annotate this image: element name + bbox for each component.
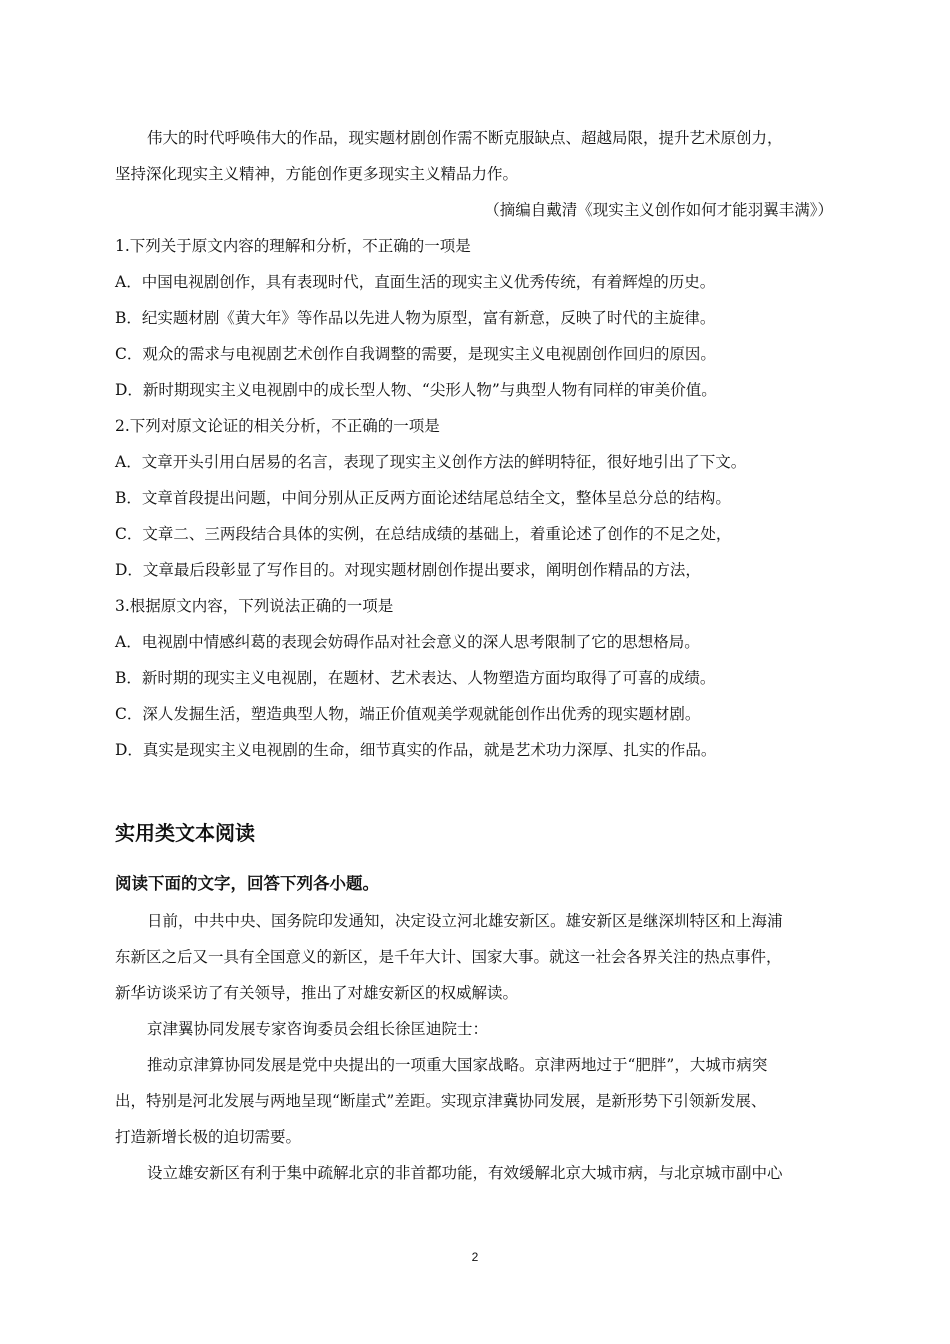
question-stem: 3.根据原文内容，下列说法正确的一项是	[115, 597, 394, 615]
option-d: D．文章最后段彰显了写作目的。对现实题材剧创作提出要求，阐明创作精品的方法，	[115, 561, 701, 579]
speaker-line: 京津翼协同发展专家咨询委员会组长徐匡迪院士：	[147, 1020, 489, 1038]
option-c: C．文章二、三两段结合具体的实例，在总结成绩的基础上，着重论述了创作的不足之处，	[115, 525, 732, 543]
article-line: 推动京津算协同发展是党中央提出的一项重大国家战略。京津两地过于“肥胖”，大城市病突	[147, 1056, 768, 1074]
option-b: B．文章首段提出问题，中间分别从正反两方面论述结尾总结全文，整体呈总分总的结构。	[115, 489, 731, 507]
section-heading: 实用类文本阅读	[115, 821, 255, 845]
option-b: B．新时期的现实主义电视剧，在题材、艺术表达、人物塑造方面均取得了可喜的成绩。	[115, 669, 716, 687]
passage-line: 伟大的时代呼唤伟大的作品，现实题材剧创作需不断克服缺点、超越局限，提升艺术原创力，	[147, 129, 783, 147]
option-a: A．中国电视剧创作，具有表现时代，直面生活的现实主义优秀传统，有着辉煌的历史。	[115, 273, 716, 291]
article-line: 打造新增长极的迫切需要。	[115, 1128, 302, 1146]
option-d: D．新时期现实主义电视剧中的成长型人物、“尖形人物”与典型人物有同样的审美价值。	[115, 381, 717, 399]
option-b: B．纪实题材剧《黄大年》等作品以先进人物为原型，富有新意，反映了时代的主旋律。	[115, 309, 716, 327]
page-number: 2	[471, 1250, 479, 1264]
source-citation: （摘编自戴清《现实主义创作如何才能羽翼丰满》）	[484, 201, 833, 219]
passage-line: 坚持深化现实主义精神，方能创作更多现实主义精品力作。	[115, 165, 519, 183]
question-stem: 2.下列对原文论证的相关分析，不正确的一项是	[115, 417, 440, 435]
article-line: 东新区之后又一具有全国意义的新区，是千年大计、国家大事。就这一社会各界关注的热点事件，	[115, 948, 782, 966]
article-line: 出，特别是河北发展与两地呈现“断崖式”差距。实现京津冀协同发展，是新形势下引领新发展、	[115, 1092, 767, 1110]
question-stem: 1.下列关于原文内容的理解和分析，不正确的一项是	[115, 237, 471, 255]
article-line: 设立雄安新区有利于集中疏解北京的非首都功能，有效缓解北京大城市病，与北京城市副中心	[147, 1164, 783, 1182]
option-a: A．电视剧中情感纠葛的表现会妨碍作品对社会意义的深人思考限制了它的思想格局。	[115, 633, 700, 651]
instruction-heading: 阅读下面的文字，回答下列各小题。	[115, 874, 379, 893]
option-a: A．文章开头引用白居易的名言，表现了现实主义创作方法的鲜明特征，很好地引出了下文。	[115, 453, 747, 471]
option-c: C．观众的需求与电视剧艺术创作自我调整的需要，是现实主义电视剧创作回归的原因。	[115, 345, 716, 363]
option-d: D．真实是现实主义电视剧的生命，细节真实的作品，就是艺术功力深厚、扎实的作品。	[115, 741, 717, 759]
option-c: C．深人发掘生活，塑造典型人物，端正价值观美学观就能创作出优秀的现实题材剧。	[115, 705, 701, 723]
article-line: 新华访谈采访了有关领导，推出了对雄安新区的权威解读。	[115, 984, 519, 1002]
article-line: 日前，中共中央、国务院印发通知，决定设立河北雄安新区。雄安新区是继深圳特区和上海浦	[147, 912, 783, 930]
